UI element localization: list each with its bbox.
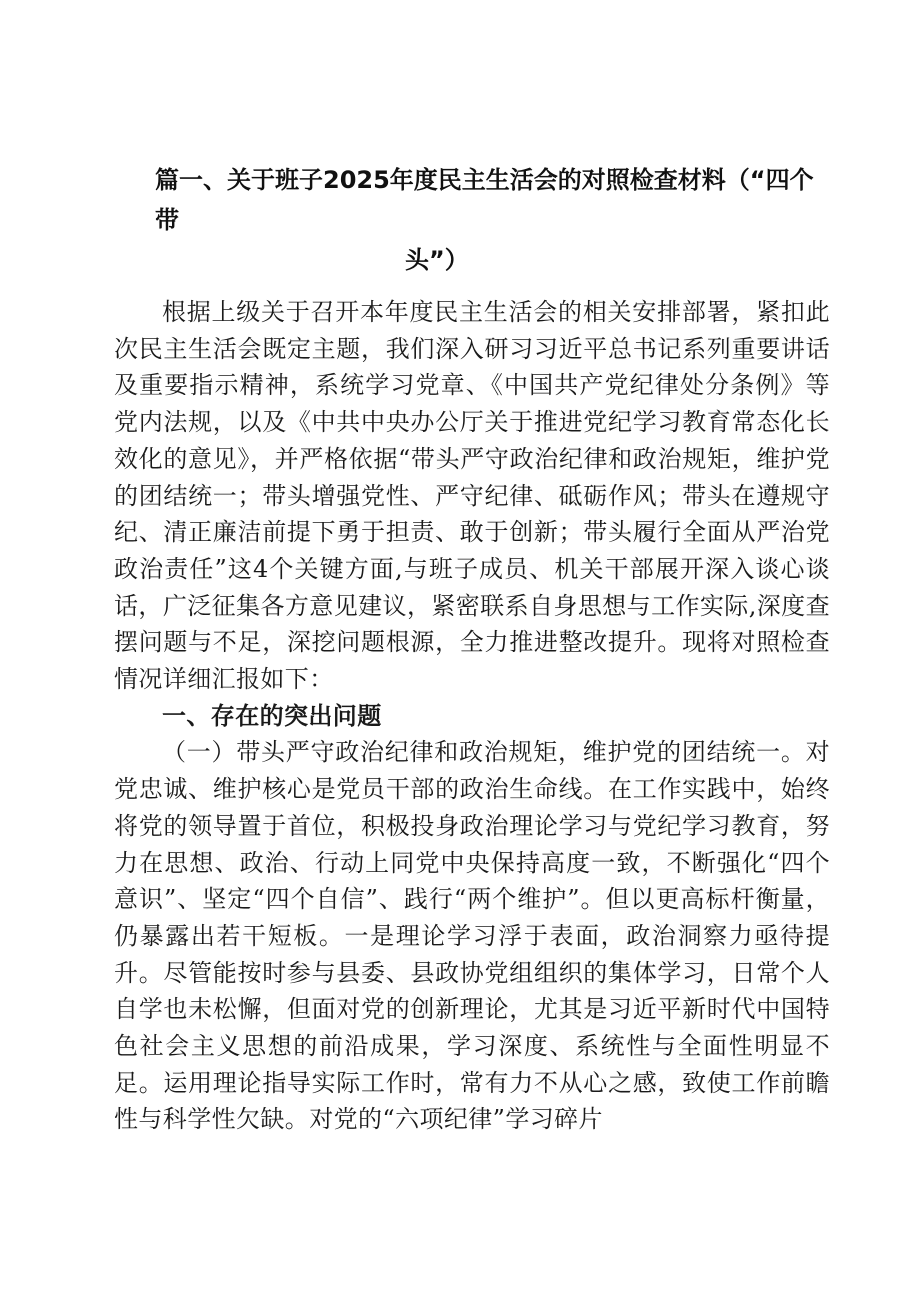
document-body <box>114 294 830 1138</box>
section-paragraph: （一）带头严守政治纪律和政治规矩，维护党的团结统一。对党忠诚、维护核心是党员干部的政治生命线。在工作实践中，始终将党的领导置于首位，积极投身政治理论学习与党纪学习教育，努力在思想、政治、行动上同党中央保持高度一致，不断强化“四个意识”、坚定“四个自信”、践行“两个维护”。但以更高标杆衡量，仍暴露出若干短板。一是理论学习浮于表面，政治洞察力亟待提升。尽管能按时参与县委、县政协党组组织的集体学习，日常个人自学也未松懈，但面对党的创新理论，尤其是习近平新时代中国特色社会主义思想的前沿成果，学习深度、系统性与全面性明显不足。运用理论指导实际工作时，常有力不从心之感，致使工作前瞻性与科学性欠缺。对党的“六项纪律”学习碎片 <box>114 738 830 1134</box>
title-line-1: 篇一、关于班子2025年度民主生活会的对照检查材料（“四个带 <box>155 166 814 234</box>
document-title <box>155 160 835 280</box>
section-heading: 一、存在的突出问题 <box>162 701 382 730</box>
title-line-2: 头”） <box>405 246 469 274</box>
intro-paragraph: 根据上级关于召开本年度民主生活会的相关安排部署，紧扣此次民主生活会既定主题，我们深入研习习近平总书记系列重要讲话及重要指示精神，系统学习党章、《中国共产党纪律处分条例》等党内法规，以及《中共中央办公厅关于推进党纪学习教育常态化长效化的意见》，并严格依据“带头严守政治纪律和政治规矩，维护党的团结统一；带头增强党性、严守纪律、砥砺作风；带头在遵规守纪、清正廉洁前提下勇于担责、敢于创新；带头履行全面从严治党政治责任”这4个关键方面,与班子成员、机关干部展开深入谈心谈话，广泛征集各方意见建议，紧密联系自身思想与工作实际,深度查摆问题与不足，深挖问题根源，全力推进整改提升。现将对照检查情况详细汇报如下： <box>114 298 830 694</box>
